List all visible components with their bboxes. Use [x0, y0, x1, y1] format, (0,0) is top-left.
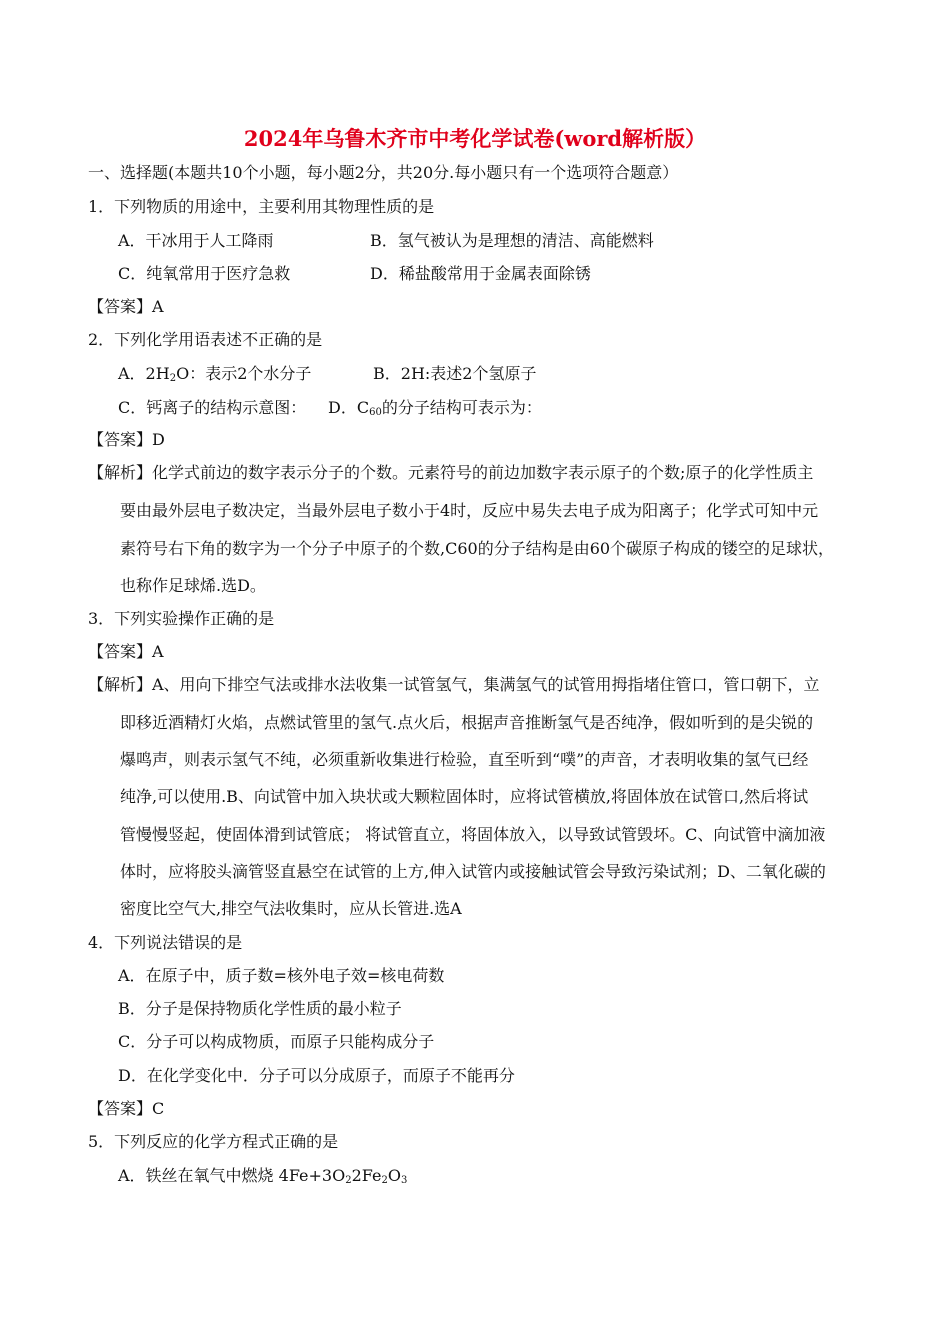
question-4-option-a: A．在原子中，质子数=核外电子效=核电荷数 — [118, 966, 445, 985]
question-1-answer: 【答案】A — [88, 297, 164, 316]
question-3-analysis-line: 即移近酒精灯火焰，点燃试管里的氢气.点火后，根据声音推断氢气是否纯净，假如听到的是尖锐的 — [120, 713, 814, 732]
question-1-option-a: A．干冰用于人工降雨 — [118, 231, 274, 250]
question-4-option-d: D．在化学变化中．分子可以分成原子，而原子不能再分 — [118, 1066, 515, 1085]
question-2-option-a — [118, 364, 311, 384]
question-3-answer: 【答案】A — [88, 642, 164, 661]
question-3-analysis-line: 体时，应将胶头滴管竖直悬空在试管的上方,伸入试管内或接触试管会导致污染试剂；D、二氧化碳的 — [120, 862, 826, 881]
question-2-option-d — [328, 398, 542, 418]
question-3-analysis-line: 爆鸣声，则表示氢气不纯，必须重新收集进行检验，直至听到“噗”的声音，才表明收集的氢气已经 — [120, 750, 809, 769]
option-a-suffix: O：表示2个水分子 — [176, 364, 312, 383]
question-3-stem: 3．下列实验操作正确的是 — [88, 609, 275, 628]
subscript: 2 — [169, 373, 177, 384]
question-4-option-c: C．分子可以构成物质，而原子只能构成分子 — [118, 1032, 435, 1051]
question-3-analysis-line: 纯净,可以使用.B、向试管中加入块状或大颗粒固体时，应将试管横放,将固体放在试管口,然后将试 — [120, 787, 809, 806]
question-3-analysis-line: 【解析】A、用向下排空气法或排水法收集一试管氢气，集满氢气的试管用拇指堵住管口，管口朝下，立 — [88, 675, 820, 694]
subscript: 3 — [400, 1175, 408, 1186]
section-heading: 一、选择题(本题共10个小题，每小题2分，共20分.每小题只有一个选项符合题意） — [88, 163, 679, 182]
option-a-prefix: A．铁丝在氧气中燃烧 4Fe+3O — [118, 1166, 346, 1185]
question-5-option-a — [118, 1166, 407, 1186]
option-a-prefix: A．2H — [118, 364, 170, 383]
question-5-stem: 5．下列反应的化学方程式正确的是 — [88, 1132, 339, 1151]
question-2-option-b: B．2H:表述2个氢原子 — [373, 364, 537, 383]
formula-part: 2Fe — [351, 1166, 382, 1185]
option-d-prefix: D．C — [328, 398, 370, 417]
question-3-analysis-line: 密度比空气大,排空气法收集时，应从长管进.选A — [120, 899, 462, 918]
subscript: 60 — [369, 407, 382, 418]
question-2-analysis-line: 也称作足球烯.选D。 — [120, 576, 266, 595]
question-2-analysis-line: 要由最外层电子数决定，当最外层电子数小于4时，反应中易失去电子成为阳离子；化学式可知中元 — [120, 501, 819, 520]
question-1-stem: 1．下列物质的用途中，主要利用其物理性质的是 — [88, 197, 435, 216]
document-title: 2024年乌鲁木齐市中考化学试卷(word解析版） — [243, 126, 707, 151]
question-1-option-b: B．氢气被认为是理想的清洁、高能燃料 — [370, 231, 654, 250]
question-2-stem: 2．下列化学用语表述不正确的是 — [88, 330, 323, 349]
question-4-option-b: B．分子是保持物质化学性质的最小粒子 — [118, 999, 402, 1018]
question-3-analysis-line: 管慢慢竖起，使固体滑到试管底； 将试管直立，将固体放入，以导致试管毁坏。C、向试管中滴加液 — [120, 825, 826, 844]
question-4-stem: 4．下列说法错误的是 — [88, 933, 243, 952]
question-1-option-d: D．稀盐酸常用于金属表面除锈 — [370, 264, 591, 283]
question-1-option-c: C．纯氧常用于医疗急救 — [118, 264, 291, 283]
subscript: 2 — [381, 1175, 388, 1186]
question-4-answer: 【答案】C — [88, 1099, 165, 1118]
option-d-suffix: 的分子结构可表示为： — [381, 398, 542, 417]
question-2-answer: 【答案】D — [88, 430, 165, 449]
question-2-analysis-line: 【解析】化学式前边的数字表示分子的个数。元素符号的前边加数字表示原子的个数;原子的化学性质主 — [88, 463, 814, 482]
question-2-option-c: C．钙离子的结构示意图： — [118, 398, 307, 417]
question-2-analysis-line: 素符号右下角的数字为一个分子中原子的个数,C60的分子结构是由60个碳原子构成的镂空的足球状， — [120, 539, 835, 558]
formula-part: O — [387, 1166, 401, 1185]
subscript: 2 — [345, 1175, 352, 1186]
